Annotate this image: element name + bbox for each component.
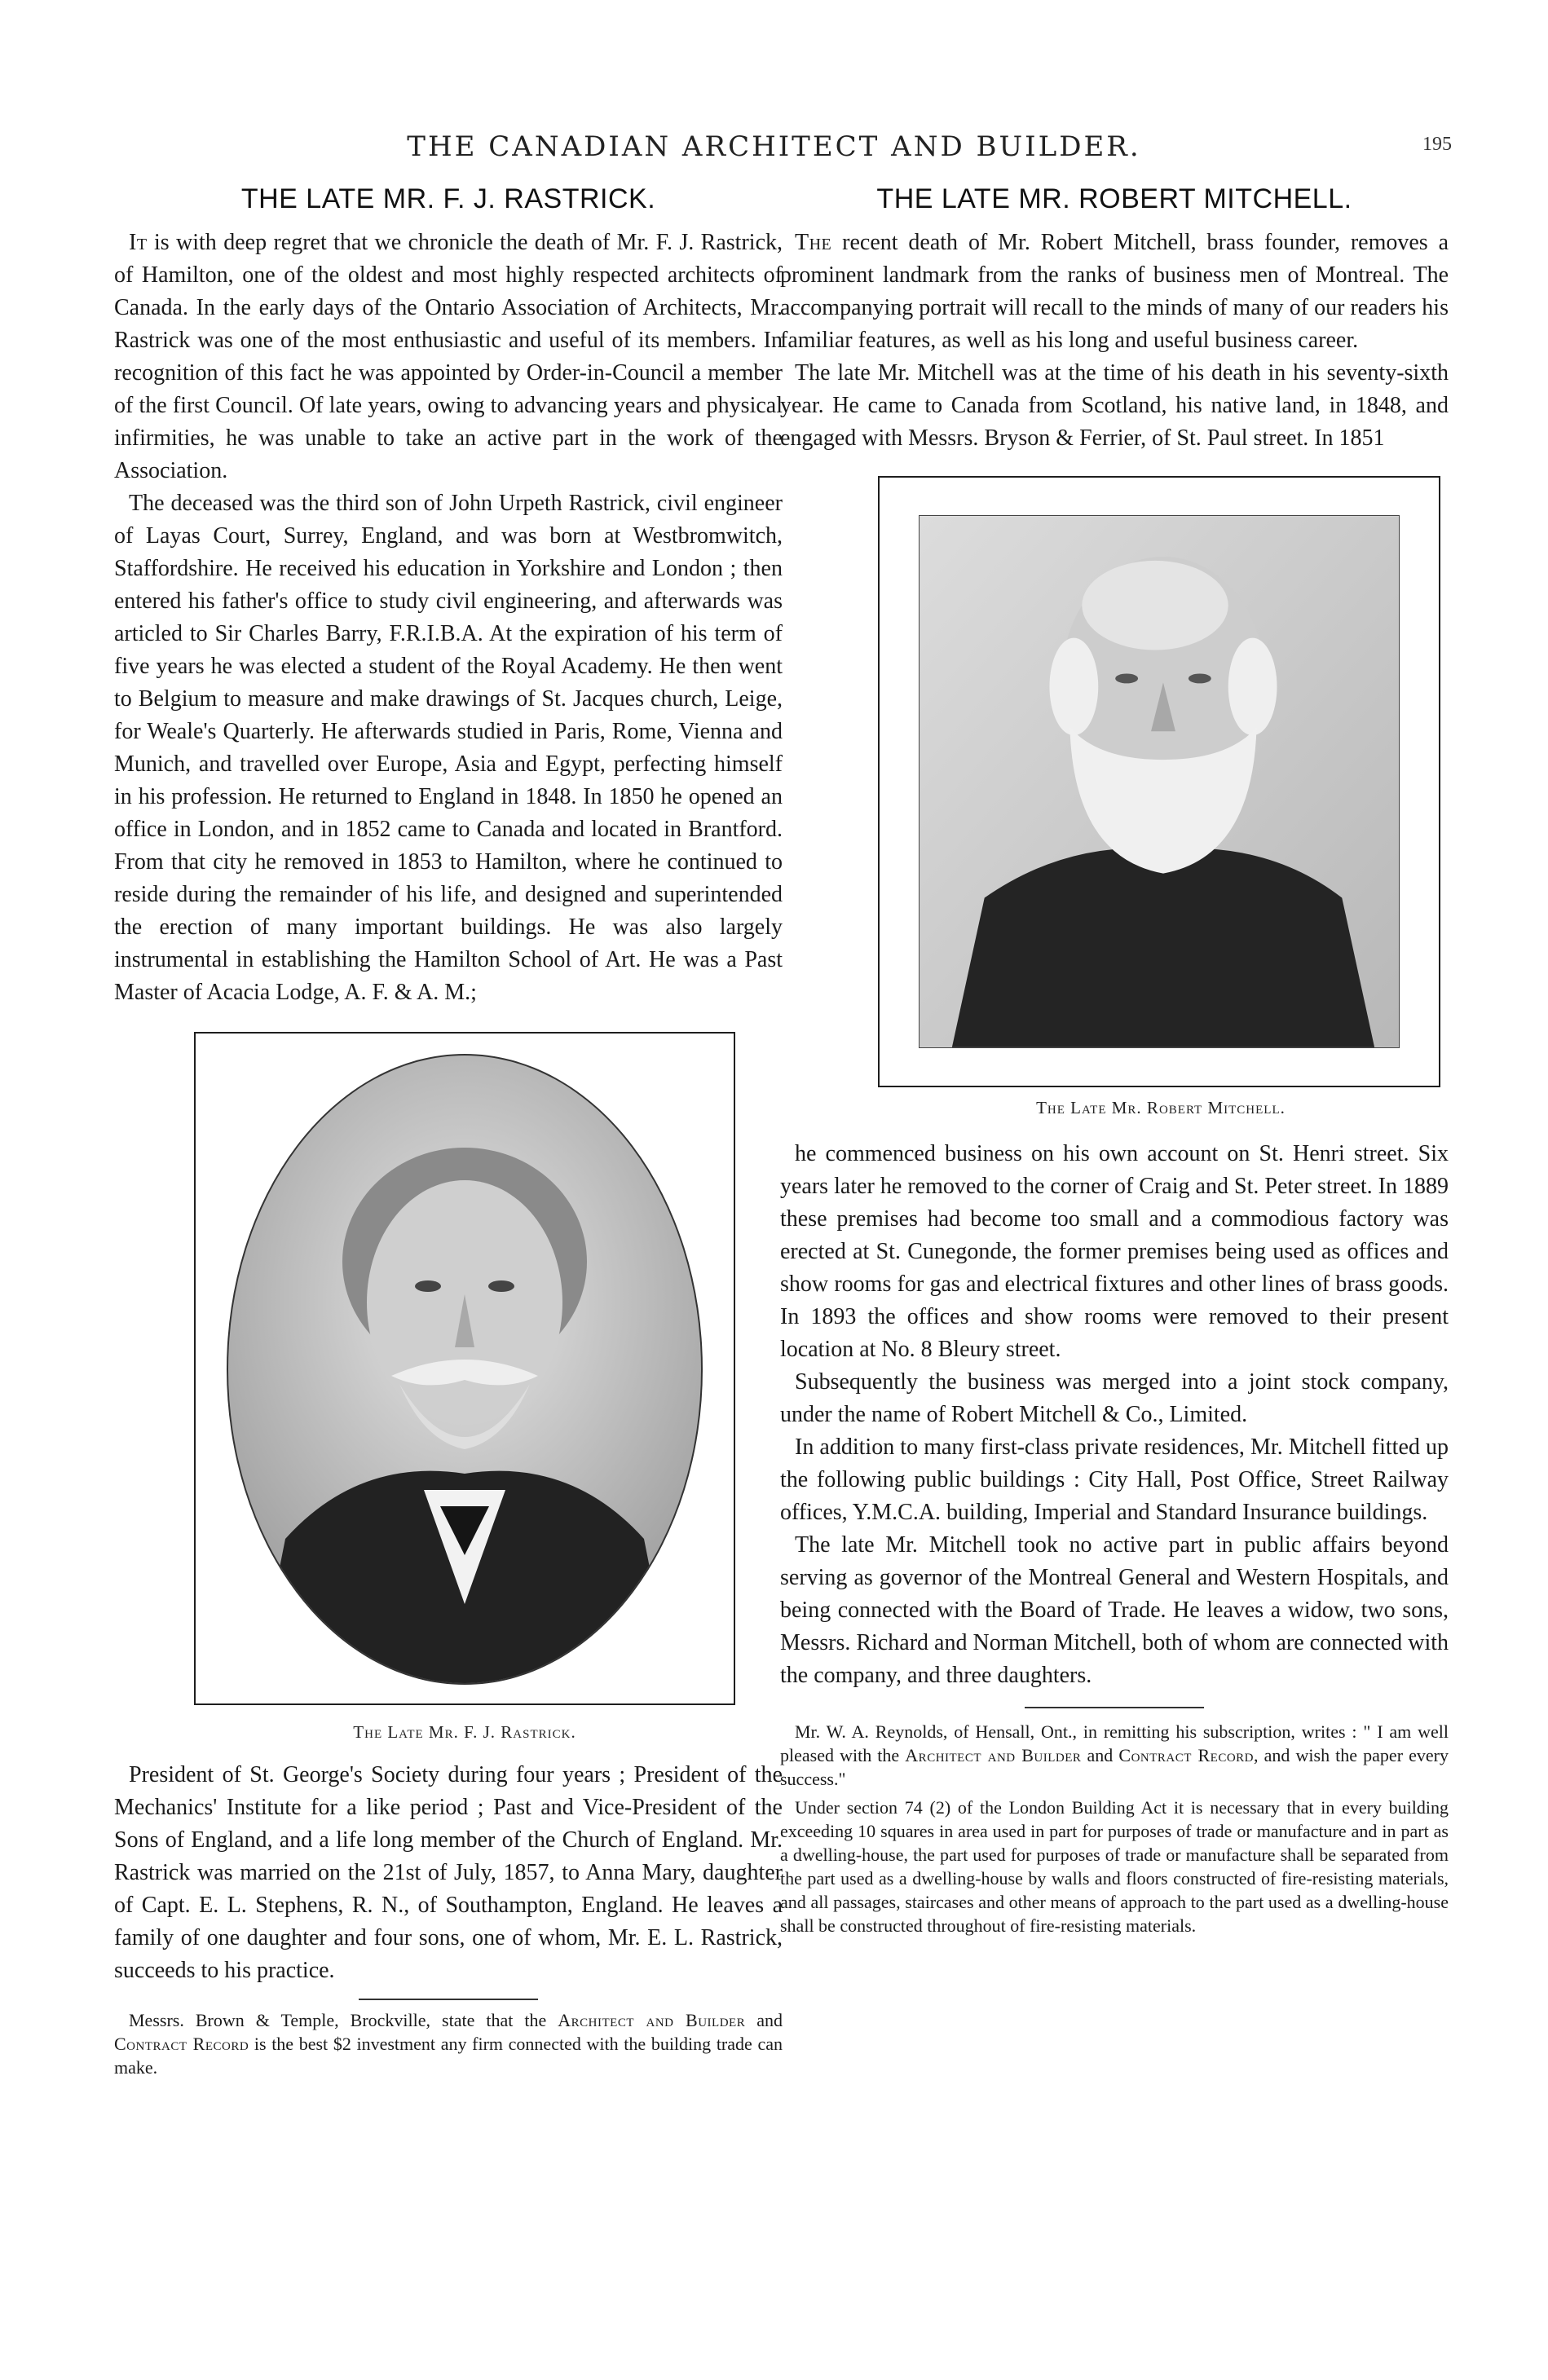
mitchell-lead-word: The: [795, 230, 832, 255]
rastrick-paragraph-3: President of St. George's Society during four years ; President of the Mechanics' Institute for a like period ; Past and Vice-President of the Sons of England, and a life long member of the Church of England. Mr. Rastrick was married on the 21st of July, 1857, to Anna Mary, daughter of Capt. E. L. Stephens, R. N., of Southampton, England. He leaves a family of one daughter and four sons, one of whom, Mr. E. L. Rastrick, succeeds to his practice.: [114, 1762, 783, 1983]
mitchell-paragraph-3: he commenced business on his own account on St. Henri street. Six years later he removed to the corner of Craig and St. Peter street. In 1889 these premises had become too small and a commodious factory was erected at St. Cunegonde, the former premises being used as offices and show rooms for gas and electrical fixtures and other lines of brass goods. In 1893 the offices and show rooms were removed to their present location at No. 8 Bleury street.: [780, 1141, 1449, 1362]
reynolds-note-text-1: Mr. W. A. Reynolds, of Hensall, Ont., in remitting his subscription, writes : " I am well pleased with the: [780, 1721, 1449, 1765]
mitchell-portrait-image: [919, 515, 1400, 1048]
rastrick-portrait-image: [196, 1034, 734, 1703]
publication-title: THE CANADIAN ARCHITECT AND BUILDER.: [407, 130, 1141, 163]
mitchell-paragraph-5: In addition to many first-class private residences, Mr. Mitchell fitted up the following public buildings : City Hall, Post Office, Street Railway offices, Y.M.C.A. building, Imperial and Standard Insurance buildings.: [780, 1435, 1449, 1525]
rastrick-portrait-frame: [194, 1032, 735, 1742]
mitchell-article-title: THE LATE MR. ROBERT MITCHELL.: [876, 183, 1352, 214]
mitchell-paragraph-4: Subsequently the business was merged into a joint stock company, under the name of Robert Mitchell & Co., Limited.: [780, 1369, 1449, 1427]
reynolds-note-publication: Architect and Builder: [905, 1745, 1082, 1765]
brown-temple-note: [114, 2008, 783, 2079]
mitchell-paragraph-2: The late Mr. Mitchell was at the time of his death in his seventy-sixth year. He came to Canada from Scotland, his native land, in 1848, and engaged with Messrs. Bryson & Ferrier, of St. Paul street. In 1851: [780, 360, 1449, 451]
brown-note-record: Contract Record: [114, 2034, 249, 2054]
rastrick-paragraph-2: The deceased was the third son of John Urpeth Rastrick, civil engineer of Layas Court, Surrey, England, and was born at Westbromwitch, Staffordshire. He received his education in Yorkshire and London ; then entered his father's office to study civil engineering, and afterwards was articled to Sir Charles Barry, F.R.I.B.A. At the expiration of his term of five years he was elected a student of the Royal Academy. He then went to Belgium to measure and make drawings of St. Jacques church, Leige, for Weale's Quarterly. He afterwards studied in Paris, Rome, Vienna and Munich, and travelled over Europe, Asia and Egypt, perfecting himself in his profession. He returned to England in 1848. In 1850 he opened an office in London, and in 1852 came to Canada and located in Brantford. From that city he removed in 1853 to Hamilton, where he continued to reside during the remainder of his life, and designed and superintended the erection of many important buildings. He was also largely instrumental in establishing the Hamilton School of Art. He was a Past Master of Acacia Lodge, A. F. & A. M.;: [114, 491, 783, 1005]
reynolds-note-text-2: and: [1081, 1745, 1119, 1765]
page-number: 195: [1422, 134, 1452, 155]
brown-note-text-3: is the best $2 investment any firm connected with the building trade can make.: [114, 2034, 783, 2078]
brown-note-text-2: and: [745, 2010, 783, 2030]
reynolds-note: [780, 1720, 1449, 1791]
rastrick-paragraph-1-text: is with deep regret that we chronicle the death of Mr. F. J. Rastrick, of Hamilton, one of the oldest and most highly respected architects of Canada. In the early days of the Ontario Association of Architects, Mr. Rastrick was one of the most enthusiastic and useful of its members. In recognition of this fact he was appointed by Order-in-Council a member of the first Council. Of late years, owing to advancing years and physical infirmities, he was unable to take an active part in the work of the Association.: [114, 230, 783, 483]
left-divider: [359, 1999, 538, 2000]
right-divider: [1025, 1707, 1204, 1708]
london-building-act-note: Under section 74 (2) of the London Building Act it is necessary that in every building exceeding 10 squares in area used in part for purposes of trade or manufacture and in part as a dwelling-house, the part used for purposes of trade or manufacture shall be separated from the part used as a dwelling-house by walls and floors constructed of fire-resisting materials, and all passages, staircases and other means of approach to the part used as a dwelling-house shall be constructed throughout of fire-resisting materials.: [780, 1797, 1449, 1936]
masthead: [0, 130, 1548, 173]
brown-note-publication: Architect and Builder: [558, 2010, 746, 2030]
mitchell-paragraph-1: [780, 227, 1449, 357]
left-column: [114, 183, 783, 2079]
brown-note-text-1: Messrs. Brown & Temple, Brockville, state that the: [129, 2010, 558, 2030]
mitchell-paragraph-6: The late Mr. Mitchell took no active part in public affairs beyond serving as governor of the Montreal General and Western Hospitals, and being connected with the Board of Trade. He leaves a widow, two sons, Messrs. Richard and Norman Mitchell, both of whom are connected with the company, and three daughters.: [780, 1532, 1449, 1688]
rastrick-paragraph-1: [114, 227, 783, 487]
reynolds-note-text-3: , and wish the paper every success.": [780, 1745, 1449, 1789]
right-column: [780, 183, 1449, 1937]
reynolds-note-record: Contract Record: [1118, 1745, 1255, 1765]
mitchell-portrait-frame: [878, 476, 1440, 1117]
mitchell-portrait-caption: The Late Mr. Robert Mitchell.: [1036, 1098, 1286, 1117]
mitchell-paragraph-1-text: recent death of Mr. Robert Mitchell, brass founder, removes a prominent landmark from the ranks of business men of Montreal. The accompanying portrait will recall to the minds of many of our readers his familiar features, as well as his long and useful business career.: [780, 230, 1449, 353]
rastrick-article-title: THE LATE MR. F. J. RASTRICK.: [240, 183, 656, 214]
rastrick-lead-word: It: [129, 230, 148, 255]
rastrick-portrait-caption: The Late Mr. F. J. Rastrick.: [353, 1722, 576, 1742]
